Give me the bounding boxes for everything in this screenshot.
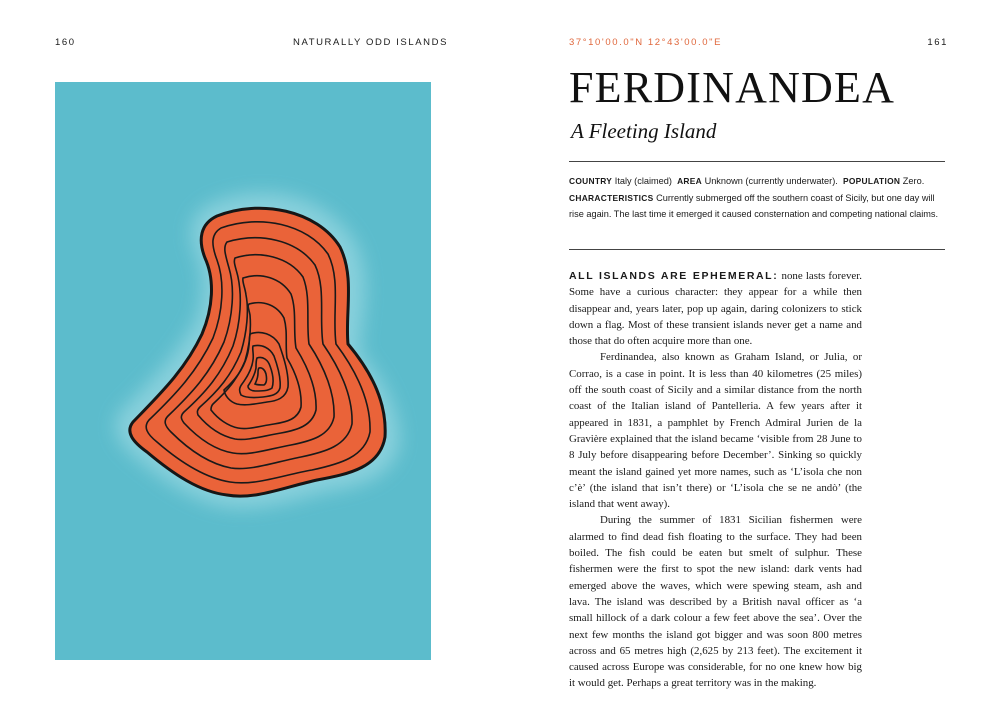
country-value: Italy (claimed) [614, 176, 672, 186]
lead-in: ALL ISLANDS ARE EPHEMERAL: [569, 270, 779, 282]
fact-box [569, 173, 945, 223]
article-title: FERDINANDEA [569, 63, 896, 112]
population-label: POPULATION [842, 176, 901, 186]
coordinates-header: 37°10'00.0"N 12°43'00.0"E [569, 37, 723, 48]
area-label: AREA [677, 176, 702, 186]
country-label: COUNTRY [569, 176, 613, 186]
divider-bottom [569, 249, 945, 250]
right-page-number: 161 [927, 37, 948, 48]
area-value: Unknown (currently underwater). [704, 176, 838, 186]
paragraph-1-text: none lasts forever. Some have a curious character: they appear for a while then disappear and, years later, pop up again, daring colonizers to stick down a flag. Most of these transient islands never get a name and those that do often acquire more than one. [569, 270, 862, 348]
characteristics-label: CHARACTERISTICS [569, 192, 654, 203]
article-subtitle: A Fleeting Island [571, 119, 717, 143]
population-value: Zero. [902, 176, 925, 186]
paragraph-2: Ferdinandea, also known as Graham Island, or Julia, or Corrao, is a case in point. It is less than 40 kilometres (25 miles) off the south coast of Sicily and a similar distance from the north coast of the Italian island of Pantelleria. A few years after it appeared in 1831, a pamphlet by French Admiral Jurien de la Gravière explained that the island became ‘visible from 28 June to 8 July before disappearing before December’. Sinking so quickly meant the island gained yet more names, such as ‘L’isola che non c’è’ (the island that isn’t there) or ‘L’isola che se ne andò’ (the island that went away). [569, 351, 862, 511]
left-page-number: 160 [55, 37, 76, 48]
book-title-header: NATURALLY ODD ISLANDS [293, 37, 449, 48]
island-contour-map-icon [55, 82, 431, 660]
divider-top [569, 161, 945, 162]
article-body [569, 268, 862, 692]
paragraph-3: During the summer of 1831 Sicilian fishermen were alarmed to find dead fish floating to the surface. They had been boiled. The fish could be eaten but smelt of sulphur. These fishermen were the first to spot the new island: dark vents had emerged above the waves, which were spewing steam, ash and lava. The island was described by a British naval officer as ‘a small hillock of a dark colour a few feet above the sea’. Over the next few months the island got bigger and was soon 800 metres across and 65 metres high (2,625 by 213 feet). The excitement it caused across Europe was considerable, for no one knew how big it would get. Perhaps a great territory was in the making. [569, 514, 862, 690]
paragraph-1 [569, 268, 862, 349]
characteristics-value: Currently submerged off the southern coast of Sicily, but one day will rise again. The last time it emerged it caused consternation and competing national claims. [569, 192, 939, 220]
island-map [55, 82, 431, 660]
